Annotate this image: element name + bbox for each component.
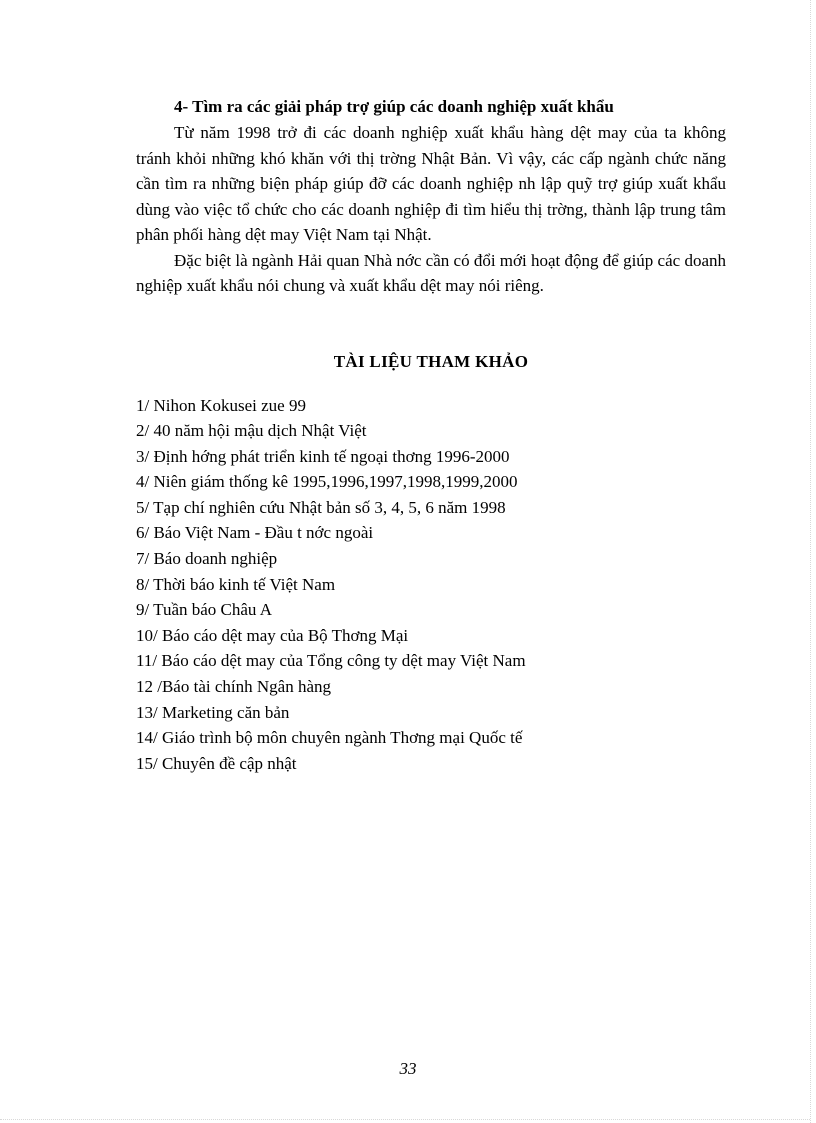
reference-item-14: 14/ Giáo trình bộ môn chuyên ngành Thơng mại Quốc tế (136, 728, 523, 748)
reference-item-9: 9/ Tuần báo Châu A (136, 600, 273, 620)
section-heading: 4- Tìm ra các giải pháp trợ giúp các doanh nghiệp xuất khẩu (174, 97, 614, 116)
reference-item-4: 4/ Niên giám thống kê 1995,1996,1997,1998,1999,2000 (136, 472, 518, 492)
paragraph-1: Từ năm 1998 trở đi các doanh nghiệp xuất khẩu hàng dệt may của ta không tránh khỏi những khó khăn với thị trờng Nhật Bản. Vì vậy, các cấp ngành chức năng cần tìm ra những biện pháp giúp đỡ các doanh nghiệp nh lập quỹ trợ giúp xuất khẩu dùng vào việc tổ chức cho các doanh nghiệp đi tìm hiểu thị trờng, thành lập trung tâm phân phối hàng dệt may Việt Nam tại Nhật. (136, 123, 726, 244)
reference-item-10: 10/ Báo cáo dệt may của Bộ Thơng Mại (136, 625, 409, 645)
reference-item-13: 13/ Marketing căn bản (136, 702, 290, 722)
reference-list (136, 393, 726, 777)
page-bottom-border (0, 1119, 810, 1120)
page-number: 33 (399, 1059, 417, 1078)
references-title: TÀI LIỆU THAM KHẢO (333, 351, 529, 371)
reference-item-12: 12 /Báo tài chính Ngân hàng (136, 677, 331, 697)
reference-item-2: 2/ 40 năm hội mậu dịch Nhật Việt (136, 421, 367, 441)
page-right-border (810, 0, 811, 1123)
reference-item-15: 15/ Chuyên đề cập nhật (136, 753, 297, 773)
reference-item-6: 6/ Báo Việt Nam - Đầu t nớc ngoài (136, 523, 374, 543)
reference-item-3: 3/ Định hớng phát triển kinh tế ngoại thơng 1996-2000 (136, 446, 510, 466)
reference-item-7: 7/ Báo doanh nghiệp (136, 549, 278, 569)
reference-item-11: 11/ Báo cáo dệt may của Tổng công ty dệt may Việt Nam (136, 651, 526, 671)
paragraph-2: Đặc biệt là ngành Hải quan Nhà nớc cần có đổi mới hoạt động để giúp các doanh nghiệp xuất khẩu nói chung và xuất khẩu dệt may nói riêng. (136, 250, 726, 295)
reference-item-8: 8/ Thời báo kinh tế Việt Nam (136, 574, 336, 594)
reference-item-5: 5/ Tạp chí nghiên cứu Nhật bản số 3, 4, 5, 6 năm 1998 (136, 497, 506, 517)
reference-item-1: 1/ Nihon Kokusei zue 99 (136, 395, 306, 415)
page-content (136, 94, 726, 776)
